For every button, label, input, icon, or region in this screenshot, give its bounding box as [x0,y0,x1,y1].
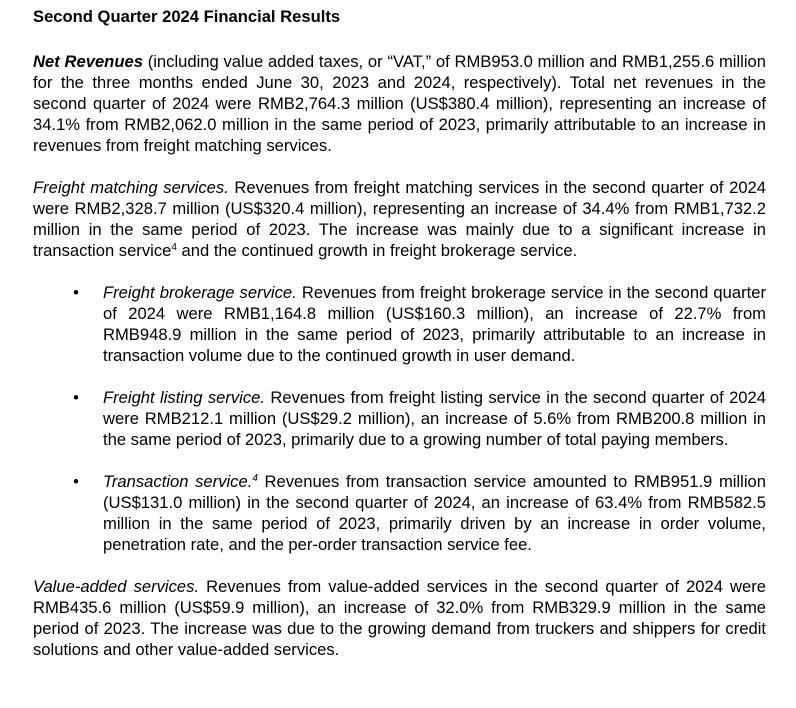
footnote-marker: 4 [171,242,177,253]
freight-matching-paragraph [33,177,766,261]
bullet-heading: Freight brokerage service. [103,283,297,302]
freight-matching-heading: Freight matching services. [33,178,229,197]
freight-matching-text: Revenues from freight matching services in the second quarter of 2024 were RMB2,328.7 million (US$320.4 million), representing an increase of 34.4% from RMB1,732.2 million in the same period of 2023. The increase was mainly due to a significant increase in transaction service [33,178,767,260]
bullet-heading: Freight listing service. [103,388,265,407]
freight-matching-text-end: and the continued growth in freight brokerage service. [176,241,578,260]
bullet-dot-icon: • [73,283,79,302]
bullet-freight-listing [33,387,766,450]
bullet-text [103,471,766,555]
value-added-heading: Value-added services. [33,577,200,596]
bullet-freight-brokerage [33,282,766,366]
bullet-text [103,387,766,450]
value-added-paragraph [33,576,766,660]
bullet-dot-icon: • [73,388,79,407]
footnote-marker: 4 [252,473,258,484]
service-bullet-list [33,282,766,555]
section-title: Second Quarter 2024 Financial Results [33,7,341,26]
net-revenues-paragraph [33,51,766,156]
bullet-text [103,282,766,366]
bullet-body: Revenues from transaction service amounted to RMB951.9 million (US$131.0 million) in the second quarter of 2024, an increase of 63.4% from RMB582.5 million in the same period of 2023, primarily driven by an increase in order volume, penetration rate, and the per-order transaction service fee. [103,472,766,554]
bullet-transaction [33,471,766,555]
bullet-heading: Transaction service. [103,472,253,491]
net-revenues-text: (including value added taxes, or “VAT,” of RMB953.0 million and RMB1,255.6 million for the three months ended June 30, 2023 and 2024, respectively). Total net revenues in the second quarter of 2024 were RMB2,764.3 million (US$380.4 million), representing an increase of 34.1% from RMB2,062.0 million in the same period of 2023, primarily attributable to an increase in revenues from freight matching services. [33,52,766,155]
net-revenues-heading: Net Revenues [33,52,143,71]
value-added-text: Revenues from value-added services in the second quarter of 2024 were RMB435.6 million (US$59.9 million), an increase of 32.0% from RMB329.9 million in the same period of 2023. The increase was due to the growing demand from truckers and shippers for credit solutions and other value-added services. [33,577,766,659]
bullet-dot-icon: • [73,472,79,491]
bullet-body: Revenues from freight listing service in the second quarter of 2024 were RMB212.1 million (US$29.2 million), an increase of 5.6% from RMB200.8 million in the same period of 2023, primarily due to a growing number of total paying members. [103,388,766,449]
bullet-body: Revenues from freight brokerage service in the second quarter of 2024 were RMB1,164.8 million (US$160.3 million), an increase of 22.7% from RMB948.9 million in the same period of 2023, primarily attributable to an increase in transaction volume due to the continued growth in user demand. [103,283,766,365]
